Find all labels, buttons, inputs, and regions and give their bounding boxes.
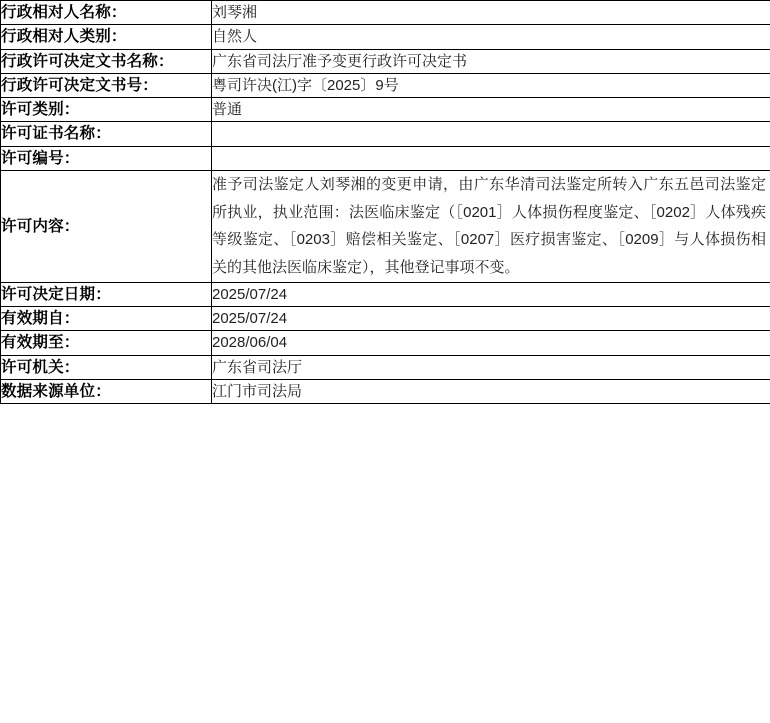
- row-value: [212, 49, 770, 73]
- row-value-text: 2025/07/24: [212, 310, 288, 327]
- row-value-text: 自然人: [212, 28, 258, 46]
- row-label: 有效期至：: [1, 331, 212, 355]
- row-value-text: 普通: [212, 101, 243, 118]
- row-value-text: 2028/06/04: [212, 334, 288, 352]
- row-value-text: 2025/07/24: [212, 285, 288, 303]
- row-label: 许可决定日期：: [1, 282, 212, 306]
- row-label: 行政相对人名称：: [1, 1, 212, 25]
- table-row: [1, 355, 770, 379]
- row-label: 行政相对人类别：: [1, 25, 212, 49]
- row-label: 行政许可决定文书号：: [1, 73, 212, 97]
- table-row: [1, 98, 770, 122]
- table-row: [1, 331, 770, 355]
- row-label: 有效期自：: [1, 307, 212, 331]
- row-label: 许可证书名称：: [1, 122, 212, 146]
- row-value: [212, 25, 770, 49]
- row-value: [212, 355, 770, 379]
- table-row: [1, 307, 770, 331]
- table-row: [1, 146, 770, 170]
- row-value: [212, 1, 770, 25]
- row-value: [212, 73, 770, 97]
- row-value-text: 广东省司法厅准予变更行政许可决定书: [212, 52, 468, 70]
- row-value-text: 刘琴湘: [212, 4, 258, 21]
- row-value-text: [212, 148, 770, 168]
- table-row: [1, 25, 770, 49]
- row-value: [212, 331, 770, 355]
- row-value: [212, 146, 770, 170]
- table-row: [1, 73, 770, 97]
- row-value: [212, 282, 770, 306]
- table-row: [1, 379, 770, 403]
- row-value-text: 粤司许决(江)字〔2025〕9号: [212, 76, 399, 94]
- license-content-text: 准予司法鉴定人刘琴湘的变更申请，由广东华清司法鉴定所转入广东五邑司法鉴定所执业，执业范围：法医临床鉴定（［0201］人体损伤程度鉴定、［0202］人体残疾等级鉴定、［0203］赔偿相关鉴定、［0207］医疗损害鉴定、［0209］与人体损伤相关的其他法医临床鉴定），其他登记事项不变。: [212, 175, 766, 276]
- row-value: [212, 98, 770, 122]
- row-label: 许可机关：: [1, 355, 212, 379]
- table-row: [1, 49, 770, 73]
- table-body: [1, 1, 770, 404]
- row-value: [212, 170, 770, 282]
- row-label: 行政许可决定文书名称：: [1, 49, 212, 73]
- row-label: 许可内容：: [1, 170, 212, 282]
- row-label: 许可编号：: [1, 146, 212, 170]
- row-label: 许可类别：: [1, 98, 212, 122]
- table-row: [1, 1, 770, 25]
- row-label: 数据来源单位：: [1, 379, 212, 403]
- row-value: [212, 307, 770, 331]
- row-value: [212, 379, 770, 403]
- row-value-text: [212, 124, 770, 144]
- table-row: [1, 282, 770, 306]
- table-row: [1, 170, 770, 282]
- table-row: [1, 122, 770, 146]
- row-value-text: 江门市司法局: [212, 382, 303, 400]
- row-value: [212, 122, 770, 146]
- row-value-text: 广东省司法厅: [212, 358, 303, 376]
